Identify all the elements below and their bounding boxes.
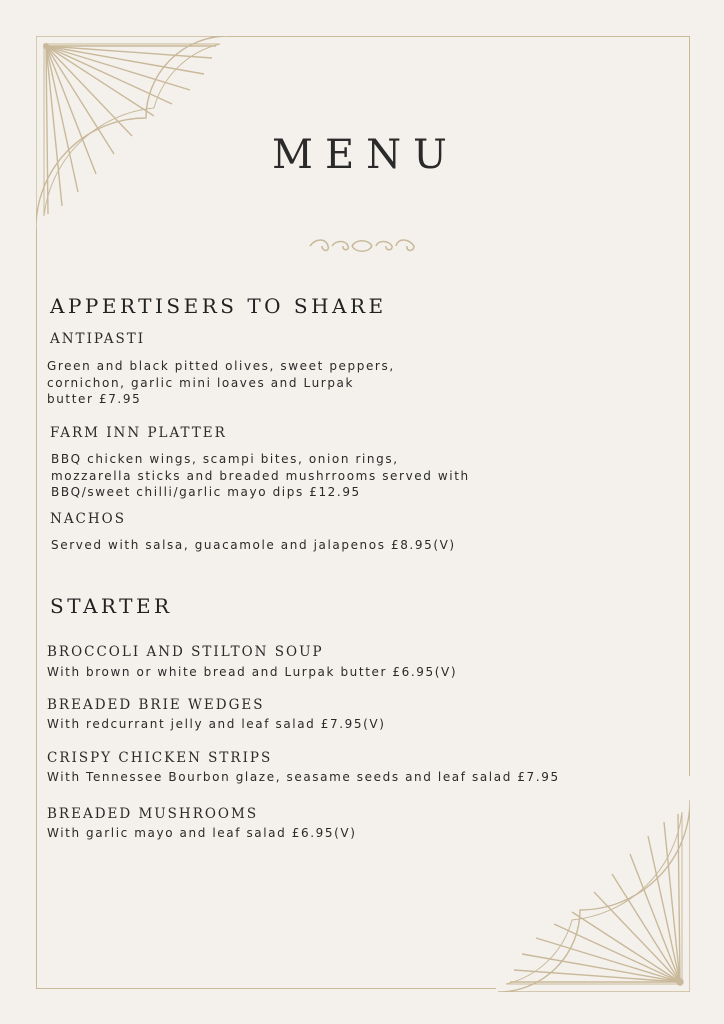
- frame-left-line: [36, 228, 37, 988]
- bottom-right-corner-ornament: [490, 792, 690, 992]
- description-line: With redcurrant jelly and leaf salad £7.95(V): [47, 717, 386, 731]
- breaded-mushrooms-description: [47, 825, 357, 842]
- appetisers-heading: APPERTISERS TO SHARE: [50, 294, 387, 318]
- farm-inn-platter-description: [51, 451, 470, 501]
- description-line: With garlic mayo and leaf salad £6.95(V): [47, 826, 357, 840]
- frame-bottom-line: [36, 988, 496, 989]
- chicken-strips-description: [47, 769, 560, 786]
- top-left-corner-ornament: [36, 36, 236, 236]
- breaded-mushrooms-name: BREADED MUSHROOMS: [47, 806, 259, 822]
- starter-heading: STARTER: [50, 594, 173, 618]
- description-line: With Tennessee Bourbon glaze, seasame seeds and leaf salad £7.95: [47, 770, 560, 784]
- description-line: BBQ/sweet chilli/garlic mayo dips £12.95: [51, 485, 361, 499]
- frame-top-line: [228, 36, 690, 37]
- description-line: BBQ chicken wings, scampi bites, onion rings,: [51, 452, 399, 466]
- farm-inn-platter-name: FARM INN PLATTER: [50, 425, 227, 441]
- brie-wedges-name: BREADED BRIE WEDGES: [47, 697, 265, 713]
- brie-wedges-description: [47, 716, 386, 733]
- description-line: cornichon, garlic mini loaves and Lurpak: [47, 375, 355, 390]
- description-line: With brown or white bread and Lurpak butter £6.95(V): [47, 665, 458, 679]
- antipasti-name: ANTIPASTI: [50, 331, 146, 347]
- frame-right-line: [689, 36, 690, 776]
- nachos-description: [51, 537, 456, 554]
- menu-title-text: MENU: [272, 132, 459, 178]
- broccoli-soup-name: BROCCOLI AND STILTON SOUP: [47, 644, 324, 660]
- flourish-divider-icon: [306, 234, 418, 258]
- description-line: Served with salsa, guacamole and jalapenos £8.95(V): [51, 538, 456, 552]
- description-line: mozzarella sticks and breaded mushrrooms served with: [51, 468, 470, 483]
- antipasti-description: [47, 358, 395, 408]
- description-line: Green and black pitted olives, sweet peppers,: [47, 359, 395, 373]
- chicken-strips-name: CRISPY CHICKEN STRIPS: [47, 750, 273, 766]
- description-line: butter £7.95: [47, 392, 142, 406]
- nachos-name: NACHOS: [50, 511, 126, 527]
- broccoli-soup-description: [47, 664, 457, 681]
